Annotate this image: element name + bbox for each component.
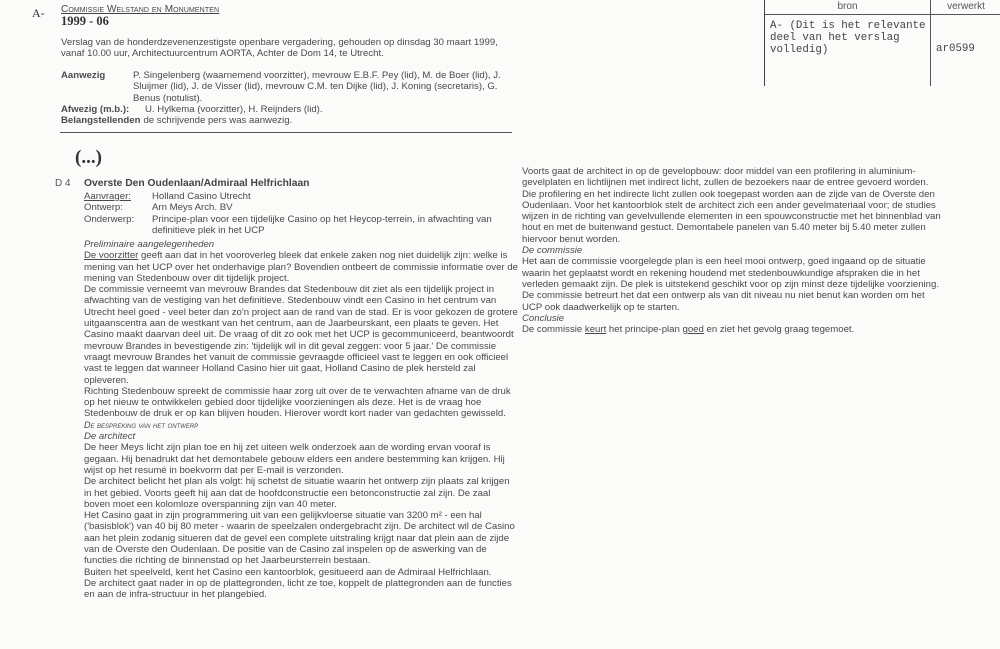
present-row (61, 70, 516, 104)
paragraph-text: geeft aan dat in het vooroverleg bleek dat enkele zaken nog niet duidelijk zijn: welke is mening van het UCP over het onderhavige plan? Bovendien ontbeert de commissie informatie over de mening van Stedenbouw over dit tijdelijk project. (84, 250, 518, 284)
text: het principe-plan (606, 324, 683, 336)
paragraph: De commissie betreurt het dat een ontwerp als van dit niveau nu niet benut kan worden om het UCP ook daadwerkelijk op te starten. (522, 290, 925, 313)
item-meta (84, 191, 524, 236)
issue-number: 1999 - 06 (61, 14, 109, 28)
paragraph: Richting Stedenbouw spreekt de commissie haar zorg uit over de te verwachten afname van de druk op het nieuw te ontwikkelen gebied door tijdelijke voorzieningen als deze. Het is de vraag hoe Stedenbouw de druk er op kan blijven houden. Hierover wordt kort nader van gedachten gewisseld. (84, 385, 511, 420)
bron-value: A- (Dit is het relevante deel van het verslag volledig) (770, 20, 926, 56)
subheading-architect: De architect (84, 431, 136, 443)
meta-row-design (84, 202, 524, 213)
source-table-header (765, 0, 1000, 15)
meta-value: Holland Casino Utrecht (152, 191, 251, 202)
header-divider (60, 132, 512, 133)
attendance-block (61, 70, 516, 126)
source-table (764, 0, 1000, 86)
subheading-conclusion: Conclusie (522, 312, 565, 324)
paragraph: Het aan de commissie voorgelegde plan is een heel mooi ontwerp, goed ingaand op de situatie waarin het geplaatst wordt en rekening houdend met stedenbouwkundige afspraken die in het verleden gemaakt zijn. De plek is uitstekend geschikt voor op zijn minst deze tijdelijke voorziening. (522, 256, 940, 290)
subheading-commission: De commissie (522, 245, 583, 257)
paragraph: Voorts gaat de architect in op de gevelopbouw: door middel van een profilering in aluminium-gevelplaten en lichtlijnen met indirect licht, zullen de bezoekers naar de entree gevoerd worden. Die profilering en het indirecte licht zullen ook toegepast worden aan de zijde van de Overste den Oudenlaan. Voor het kantoorblok stelt de architect zich een ander gevelmateriaal voor; de studies wijzen in de richting van gevelvullende elementen in een spouwconstructie met het binnenblad van hout en met de buitenwand gestuct. Demontabele panelen van 5.40 meter bij 5.40 meter zullen hiervoor benut worden. (522, 166, 941, 245)
col-bron: bron (837, 1, 858, 12)
conclusion-paragraph (522, 324, 942, 335)
absent-list: U. Hylkema (voorzitter), H. Reijnders (lid). (145, 103, 323, 115)
item-number: D 4 (55, 178, 71, 189)
good-word: goed (682, 324, 704, 336)
omission-mark: (...) (75, 147, 102, 168)
paragraph: Buiten het speelveld, kent het Casino een kantoorblok, gesitueerd aan de Admiraal Helfrichlaan. (84, 566, 492, 578)
present-list: P. Singelenberg (waarnemend voorzitter), mevrouw E.B.F. Pey (lid), M. de Boer (lid), J. Sluijmer (lid), J. de Visser (lid), mevrouw C.M. ten Dijke (lid), J. Koning (secretaris), G. Benus (notulist). (133, 70, 501, 104)
section-heading-design: De bespreking van het ontwerp (84, 419, 199, 430)
verwerkt-value: ar0599 (936, 43, 975, 55)
meta-value: Arn Meys Arch. BV (152, 202, 233, 214)
interested-label: Belangstellenden (61, 115, 141, 127)
interested-row (61, 115, 516, 126)
organization-name: Commissie Welstand en Monumenten (61, 4, 220, 15)
meta-value: Principe-plan voor een tijdelijke Casino op het Heycop-terrein, in afwachting van definitieve plek in het UCP (152, 213, 492, 236)
section-heading-prelim: Preliminaire aangelegenheden (84, 239, 215, 250)
absent-row (61, 104, 516, 115)
present-label: Aanwezig (61, 70, 106, 81)
margin-mark: A- (32, 6, 45, 20)
paragraph: De heer Meys licht zijn plan toe en hij zet uiteen welk onderzoek aan de wording ervan vooraf is gegaan. Hij benadrukt dat het demontabele gebouw elders een andere bestemming kan krijgen. Hij wijst op het resumé in boekvorm dat per E-mail is verzonden. (84, 442, 505, 476)
approve-word: keurt (584, 324, 607, 336)
meta-row-subject (84, 214, 524, 237)
paragraph (84, 250, 519, 284)
text: De commissie (522, 324, 585, 336)
meta-key: Onderwerp: (84, 213, 135, 225)
interested-text: de schrijvende pers was aanwezig. (143, 115, 293, 127)
paragraph: De architect gaat nader in op de plattegronden, licht ze toe, koppelt de plattegronden aan de functies en aan de infra-structuur in het plangebied. (84, 577, 512, 601)
meta-key: Ontwerp: (84, 202, 123, 214)
meeting-intro: Verslag van de honderdzevenenzestigste openbare vergadering, gehouden op dinsdag 30 maart 1999, vanaf 10.00 uur, Architectuurcentrum AORTA, Achter de Dom 14, te Utrecht. (61, 37, 498, 60)
left-column (84, 239, 519, 601)
chair-lead: De voorzitter (84, 250, 139, 262)
paragraph: De commissie verneemt van mevrouw Brandes dat Stedenbouw dit ziet als een tijdelijk project in afwachting van de vestiging van het definitieve. Stedenbouw vindt een Casino in het centrum van Utrecht heel goed - veel beter dan zo'n project aan de rand van de stad. Er is voor gekozen de grotere uitgaanscentra aan de westkant van het centrum, aan de Jaarbeurskant, een plaats te geven. Het Casino maakt daarvan deel uit. De vraag of dit zo ook met het UCP is gecommuniceerd, beantwoordt mevrouw Brandes in bevestigende zin: 'tijdelijk wil in dit geval zeggen: voor 5 jaar.' De commissie vraagt mevrouw Brandes het vanuit de commissie gevraagde officieel vast te leggen en ook officieel vast te leggen dat wanneer Holland Casino hier uit gaat, Holland Casino de plek hersteld zal opleveren. (84, 284, 518, 386)
col-verwerkt: verwerkt (947, 1, 985, 12)
paragraph: De architect belicht het plan als volgt: hij schetst de situatie waarin het ontwerp zijn plaats zal krijgen in het gebied. Voorts geeft hij aan dat de hoofdconstructie een betonconstructie zal zijn. De zaal boven moet een kolomloze overspanning zijn van 40 meter. (84, 476, 510, 510)
item-title: Overste Den Oudenlaan/Admiraal Helfrichlaan (84, 178, 310, 189)
meta-row-applicant (84, 191, 524, 202)
absent-label: Afwezig (m.b.): (61, 103, 130, 115)
text: en ziet het gevolg graag tegemoet. (703, 324, 855, 336)
right-column (522, 166, 942, 335)
table-column-divider (930, 0, 931, 86)
paragraph: Het Casino gaat in zijn programmering uit van een gelijkvloerse situatie van 3200 m² - een hal ('basisblok') van 40 bij 80 meter - waarin de speelzalen ondergebracht zijn. De architect wil de Casino aan het plein zodanig situeren dat de gevel een complete uitstraling krijgt naar dat plein aan de zijde van de Overste den Oudenlaan. De positie van de Casino zal inspelen op de aswerking van de functies die richting de binnenstad op het Jaarbeursterrein bestaan. (84, 510, 515, 567)
meta-key: Aanvrager: (84, 191, 131, 202)
